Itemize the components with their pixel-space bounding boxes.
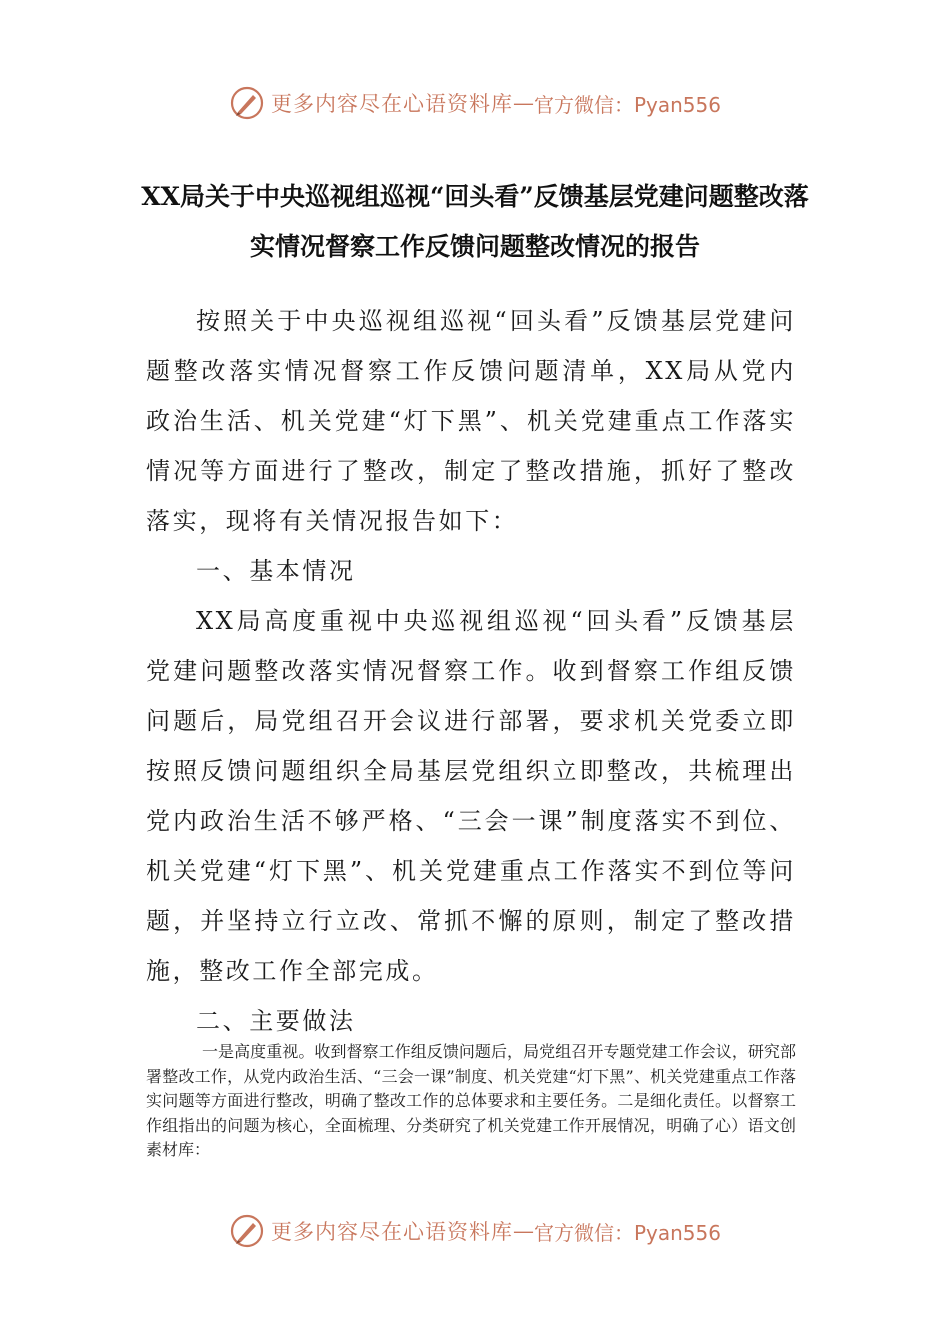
section-heading: 二、主要做法 <box>196 1007 356 1035</box>
banner-dash: — <box>512 91 534 115</box>
footer-banner <box>0 1206 950 1256</box>
section-paragraph: XX局高度重视中央巡视组巡视“回头看”反馈基层党建问题整改落实情况督察工作。收到督察工作组反馈问题后，局党组召开会议进行部署，要求机关党委立即按照反馈问题组织全局基层党组织立即整改，共梳理出党内政治生活不够严格、“三会一课”制度落实不到位、机关党建“灯下黑”、机关党建重点工作落实不到位等问题，并坚持立行立改、常抓不懈的原则，制定了整改措施，整改工作全部完成。 <box>146 607 796 985</box>
small-print-block <box>146 1040 796 1163</box>
document-title: XX局关于中央巡视组巡视“回头看”反馈基层党建问题整改落实情况督察工作反馈问题整改情况的报告 <box>141 182 809 261</box>
section-paragraph: 一是高度重视。收到督察工作组反馈问题后，局党组召开专题党建工作会议，研究部署整改工作，从党内政治生活、“三会一课”制度、机关党建“灯下黑”、机关党建重点工作落实问题等方面进行整改，明确了整改工作的总体要求和主要任务。二是细化责任。以督察工作组指出的问题为核心，全面梳理、分类研究了机关党建工作开展情况，明确了心）语文创素材库： <box>146 1042 796 1159</box>
section-heading: 一、基本情况 <box>196 557 356 585</box>
pen-logo-icon <box>229 85 265 121</box>
banner-wechat: 官方微信：Pyan556 <box>533 1220 721 1245</box>
banner-wechat: 官方微信：Pyan556 <box>533 92 721 117</box>
banner-slogan: 更多内容尽在心语资料库 <box>270 1220 513 1244</box>
pen-logo-icon <box>229 1213 265 1249</box>
header-banner <box>0 78 950 128</box>
banner-slogan: 更多内容尽在心语资料库 <box>270 92 513 116</box>
document-body <box>146 296 796 1046</box>
intro-paragraph: 按照关于中央巡视组巡视“回头看”反馈基层党建问题整改落实情况督察工作反馈问题清单，XX局从党内政治生活、机关党建“灯下黑”、机关党建重点工作落实情况等方面进行了整改，制定了整改措施，抓好了整改落实，现将有关情况报告如下： <box>146 307 796 535</box>
banner-dash: — <box>512 1219 534 1243</box>
